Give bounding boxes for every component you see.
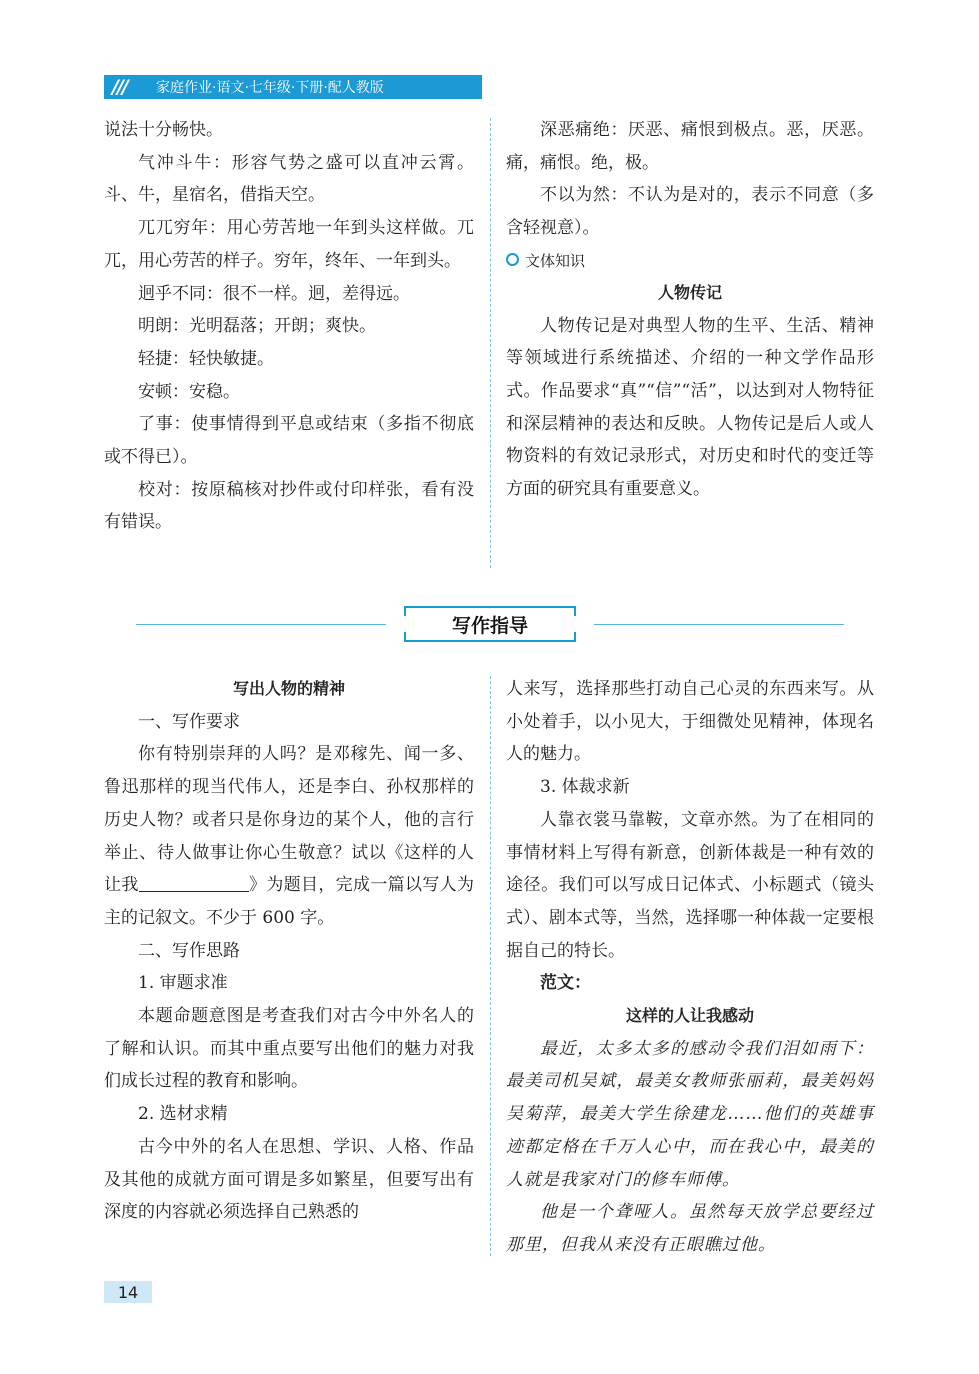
- banner-bottom-line: [414, 640, 566, 642]
- essay-prompt-title: 写出人物的精神: [232, 679, 345, 698]
- header-slash-icon: ///: [112, 76, 127, 98]
- subtitle: 人物传记: [657, 282, 722, 302]
- banner-line-right: [594, 624, 844, 625]
- paragraph: 明朗：光明磊落；开朗；爽快。: [138, 316, 376, 337]
- prompt-text: 》为题目，完成一篇以写人为主的记叙文。不少于 600 字。: [104, 875, 475, 928]
- paragraph: 兀兀穷年：用心劳苦地一年到头这样做。兀兀，用心劳苦的样子。穷年，终年、一年到头。: [104, 218, 474, 271]
- column-divider-bottom: [490, 676, 491, 1256]
- top-right-column: [506, 114, 874, 506]
- paragraph: 他是一个聋哑人。虽然每天放学总要经过那里，但我从来没有正眼瞧过他。: [506, 1202, 874, 1255]
- paragraph: 迥乎不同：很不一样。迥，差得远。: [138, 283, 410, 304]
- fill-in-blank: [139, 873, 249, 892]
- model-essay-label: 范文：: [540, 973, 591, 994]
- heading: 二、写作思路: [138, 940, 240, 961]
- banner-top-line: [414, 606, 566, 608]
- prompt-text: 你有特别崇拜的人吗？是邓稼先、闻一多、鲁迅那样的现当代伟人，还是李白、孙权那样的历史人物？或者只是你身边的某个人，他的言行举止、待人做事让你心生敬意？试以《这样的人让我: [104, 744, 474, 896]
- paragraph: 了事：使事情得到平息或结束（多指不彻底或不得已）。: [104, 414, 474, 468]
- bottom-left-column: [104, 673, 474, 1229]
- model-essay-title: 这样的人让我感动: [625, 1006, 754, 1026]
- corner-decoration: [566, 606, 576, 616]
- paragraph: 安顿：安稳。: [138, 381, 240, 402]
- paragraph: 深恶痛绝：厌恶、痛恨到极点。恶，厌恶。痛，痛恨。绝，极。: [506, 120, 874, 173]
- heading: 一、写作要求: [138, 711, 240, 732]
- header-title: 家庭作业·语文·七年级·下册·配人教版: [156, 80, 384, 96]
- paragraph: 本题命题意图是考查我们对古今中外名人的了解和认识。而其中重点要写出他们的魅力对我们成长过程的教育和影响。: [104, 1006, 474, 1092]
- section-banner: [404, 606, 576, 642]
- circle-icon: [506, 253, 519, 266]
- section-label-text: 文体知识: [525, 251, 586, 270]
- corner-decoration: [566, 632, 576, 642]
- paragraph: 说法十分畅快。: [104, 120, 223, 140]
- paragraph: 人来写，选择那些打动自己心灵的东西来写。从小处着手，以小见大，于细微处见精神，体现名人的魅力。: [506, 679, 874, 765]
- paragraph: 校对：按原稿核对抄件或付印样张，看有没有错误。: [104, 479, 474, 533]
- banner-title: 写作指导: [451, 614, 528, 637]
- top-left-column: [104, 114, 474, 539]
- subheading: 1. 审题求准: [138, 973, 228, 994]
- header-bar: [104, 75, 482, 99]
- subheading: 3. 体裁求新: [540, 777, 630, 798]
- paragraph: 轻捷：轻快敏捷。: [138, 348, 274, 369]
- paragraph: [104, 738, 474, 934]
- paragraph: 最近，太多太多的感动令我们泪如雨下：最美司机吴斌，最美女教师张丽莉，最美妈妈吴菊萍，最美大学生徐建龙……他们的英雄事迹都定格在千万人心中，而在我心中，最美的人就是我家对门的修车师傅。: [506, 1038, 874, 1190]
- column-divider-top: [490, 118, 491, 568]
- paragraph: 人靠衣裳马靠鞍，文章亦然。为了在相同的事情材料上写得有新意，创新体裁是一种有效的途径。我们可以写成日记体式、小标题式（镜头式）、剧本式等，当然，选择哪一种体裁一定要根据自己的特长。: [506, 809, 874, 961]
- corner-decoration: [404, 632, 414, 642]
- subheading: 2. 选材求精: [138, 1104, 228, 1125]
- paragraph: 不以为然：不认为是对的，表示不同意（多含轻视意）。: [506, 185, 874, 239]
- corner-decoration: [404, 606, 414, 616]
- paragraph: 人物传记是对典型人物的生平、生活、精神等领域进行系统描述、介绍的一种文学作品形式。作品要求“真”“信”“活”，以达到对人物特征和深层精神的表达和反映。人物传记是后人或人物资料的有效记录形式，对历史和时代的变迁等方面的研究具有重要意义。: [506, 315, 874, 500]
- banner-line-left: [136, 624, 386, 625]
- paragraph: 气冲斗牛：形容气势之盛可以直冲云霄。斗、牛，星宿名，借指天空。: [104, 152, 474, 206]
- bottom-right-column: [506, 673, 874, 1262]
- paragraph: 古今中外的名人在思想、学识、人格、作品及其他的成就方面可谓是多如繁星，但要写出有深度的内容就必须选择自己熟悉的: [104, 1136, 474, 1223]
- section-label: [506, 245, 874, 277]
- page-number: 14: [104, 1281, 152, 1303]
